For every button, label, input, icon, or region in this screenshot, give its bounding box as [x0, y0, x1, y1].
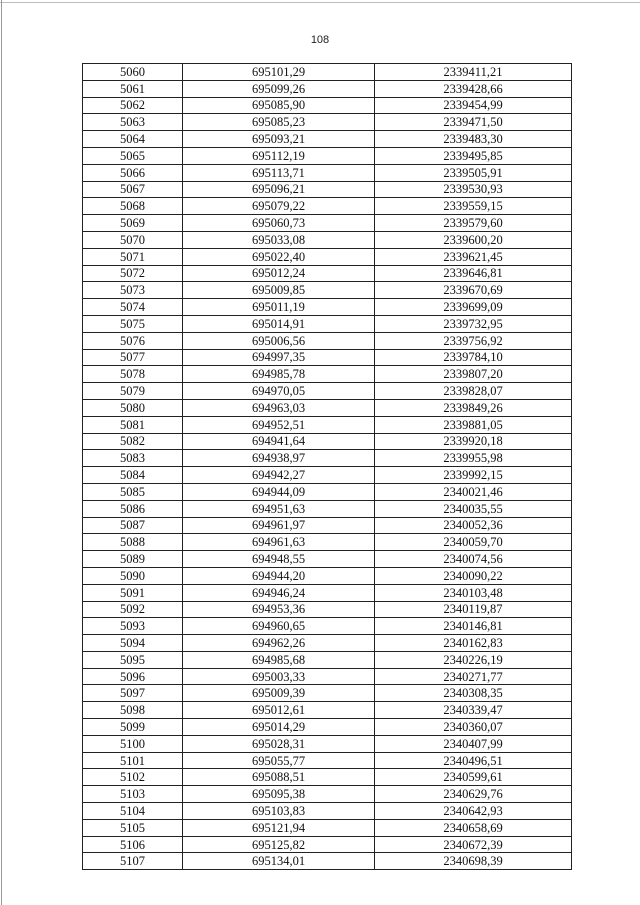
point-number-cell: 5089: [83, 551, 183, 568]
y-coordinate-cell: 2340090,22: [375, 567, 572, 584]
table-row: [83, 399, 572, 416]
point-number-cell: 5104: [83, 803, 183, 820]
point-number-cell: 5060: [83, 64, 183, 81]
y-coordinate-cell: 2339600,20: [375, 231, 572, 248]
x-coordinate-cell: 694942,27: [183, 467, 375, 484]
table-row: [83, 282, 572, 299]
x-coordinate-cell: 694985,78: [183, 366, 375, 383]
point-number-cell: 5072: [83, 265, 183, 282]
table-row: [83, 80, 572, 97]
x-coordinate-cell: 694961,63: [183, 534, 375, 551]
y-coordinate-cell: 2340035,55: [375, 500, 572, 517]
point-number-cell: 5064: [83, 131, 183, 148]
y-coordinate-cell: 2339828,07: [375, 383, 572, 400]
y-coordinate-cell: 2340074,56: [375, 551, 572, 568]
y-coordinate-cell: 2339428,66: [375, 80, 572, 97]
y-coordinate-cell: 2340103,48: [375, 584, 572, 601]
point-number-cell: 5086: [83, 500, 183, 517]
x-coordinate-cell: 694962,26: [183, 635, 375, 652]
y-coordinate-cell: 2339483,30: [375, 131, 572, 148]
table-row: [83, 702, 572, 719]
table-row: [83, 181, 572, 198]
y-coordinate-cell: 2340642,93: [375, 803, 572, 820]
y-coordinate-cell: 2340360,07: [375, 719, 572, 736]
table-row: [83, 64, 572, 81]
point-number-cell: 5103: [83, 786, 183, 803]
y-coordinate-cell: 2340698,39: [375, 853, 572, 870]
table-row: [83, 719, 572, 736]
point-number-cell: 5070: [83, 231, 183, 248]
y-coordinate-cell: 2339495,85: [375, 147, 572, 164]
y-coordinate-cell: 2339621,45: [375, 248, 572, 265]
x-coordinate-cell: 695125,82: [183, 836, 375, 853]
point-number-cell: 5097: [83, 685, 183, 702]
point-number-cell: 5061: [83, 80, 183, 97]
y-coordinate-cell: 2339992,15: [375, 467, 572, 484]
x-coordinate-cell: 695014,91: [183, 315, 375, 332]
point-number-cell: 5093: [83, 618, 183, 635]
x-coordinate-cell: 694944,20: [183, 567, 375, 584]
table-row: [83, 97, 572, 114]
table-row: [83, 332, 572, 349]
point-number-cell: 5088: [83, 534, 183, 551]
table-row: [83, 651, 572, 668]
y-coordinate-cell: 2339670,69: [375, 282, 572, 299]
table-row: [83, 567, 572, 584]
x-coordinate-cell: 695085,23: [183, 114, 375, 131]
x-coordinate-cell: 695006,56: [183, 332, 375, 349]
y-coordinate-cell: 2340407,99: [375, 735, 572, 752]
x-coordinate-cell: 694948,55: [183, 551, 375, 568]
table-row: [83, 819, 572, 836]
point-number-cell: 5102: [83, 769, 183, 786]
point-number-cell: 5098: [83, 702, 183, 719]
x-coordinate-cell: 695012,24: [183, 265, 375, 282]
x-coordinate-cell: 695012,61: [183, 702, 375, 719]
y-coordinate-cell: 2339579,60: [375, 215, 572, 232]
x-coordinate-cell: 694963,03: [183, 399, 375, 416]
y-coordinate-cell: 2339920,18: [375, 433, 572, 450]
x-coordinate-cell: 694970,05: [183, 383, 375, 400]
y-coordinate-cell: 2340658,69: [375, 819, 572, 836]
x-coordinate-cell: 694952,51: [183, 416, 375, 433]
page-number: 108: [310, 34, 330, 46]
table-row: [83, 467, 572, 484]
table-row: [83, 215, 572, 232]
scan-edge-top: [0, 2, 640, 3]
point-number-cell: 5101: [83, 752, 183, 769]
x-coordinate-cell: 695095,38: [183, 786, 375, 803]
table-row: [83, 366, 572, 383]
table-row: [83, 803, 572, 820]
point-number-cell: 5066: [83, 164, 183, 181]
x-coordinate-cell: 695009,39: [183, 685, 375, 702]
table-row: [83, 265, 572, 282]
table-row: [83, 248, 572, 265]
table-row: [83, 752, 572, 769]
y-coordinate-cell: 2339411,21: [375, 64, 572, 81]
scan-edge-left: [1, 0, 2, 905]
x-coordinate-cell: 694953,36: [183, 601, 375, 618]
x-coordinate-cell: 695113,71: [183, 164, 375, 181]
x-coordinate-cell: 695085,90: [183, 97, 375, 114]
point-number-cell: 5078: [83, 366, 183, 383]
x-coordinate-cell: 695099,26: [183, 80, 375, 97]
point-number-cell: 5077: [83, 349, 183, 366]
x-coordinate-cell: 695121,94: [183, 819, 375, 836]
table-row: [83, 635, 572, 652]
x-coordinate-cell: 695103,83: [183, 803, 375, 820]
x-coordinate-cell: 694997,35: [183, 349, 375, 366]
y-coordinate-cell: 2340021,46: [375, 483, 572, 500]
y-coordinate-cell: 2340162,83: [375, 635, 572, 652]
table-row: [83, 685, 572, 702]
y-coordinate-cell: 2340672,39: [375, 836, 572, 853]
y-coordinate-cell: 2339955,98: [375, 450, 572, 467]
table-row: [83, 517, 572, 534]
table-row: [83, 500, 572, 517]
point-number-cell: 5107: [83, 853, 183, 870]
y-coordinate-cell: 2339732,95: [375, 315, 572, 332]
table-row: [83, 668, 572, 685]
point-number-cell: 5076: [83, 332, 183, 349]
x-coordinate-cell: 695112,19: [183, 147, 375, 164]
point-number-cell: 5075: [83, 315, 183, 332]
table-row: [83, 618, 572, 635]
y-coordinate-cell: 2339881,05: [375, 416, 572, 433]
point-number-cell: 5096: [83, 668, 183, 685]
y-coordinate-cell: 2339699,09: [375, 299, 572, 316]
point-number-cell: 5080: [83, 399, 183, 416]
point-number-cell: 5069: [83, 215, 183, 232]
x-coordinate-cell: 694985,68: [183, 651, 375, 668]
y-coordinate-cell: 2340052,36: [375, 517, 572, 534]
y-coordinate-cell: 2340339,47: [375, 702, 572, 719]
y-coordinate-cell: 2339849,26: [375, 399, 572, 416]
point-number-cell: 5099: [83, 719, 183, 736]
table-row: [83, 584, 572, 601]
table-row: [83, 147, 572, 164]
point-number-cell: 5074: [83, 299, 183, 316]
table-row: [83, 315, 572, 332]
table-row: [83, 450, 572, 467]
x-coordinate-cell: 694960,65: [183, 618, 375, 635]
y-coordinate-cell: 2339559,15: [375, 198, 572, 215]
point-number-cell: 5090: [83, 567, 183, 584]
point-number-cell: 5100: [83, 735, 183, 752]
y-coordinate-cell: 2340599,61: [375, 769, 572, 786]
x-coordinate-cell: 694961,97: [183, 517, 375, 534]
point-number-cell: 5105: [83, 819, 183, 836]
y-coordinate-cell: 2339784,10: [375, 349, 572, 366]
x-coordinate-cell: 695093,21: [183, 131, 375, 148]
x-coordinate-cell: 695033,08: [183, 231, 375, 248]
point-number-cell: 5106: [83, 836, 183, 853]
y-coordinate-cell: 2340226,19: [375, 651, 572, 668]
table-row: [83, 853, 572, 870]
point-number-cell: 5067: [83, 181, 183, 198]
point-number-cell: 5073: [83, 282, 183, 299]
table-row: [83, 735, 572, 752]
table-row: [83, 383, 572, 400]
x-coordinate-cell: 695003,33: [183, 668, 375, 685]
table-row: [83, 299, 572, 316]
table-row: [83, 786, 572, 803]
y-coordinate-cell: 2339756,92: [375, 332, 572, 349]
coordinates-table-container: [82, 63, 571, 870]
x-coordinate-cell: 695101,29: [183, 64, 375, 81]
y-coordinate-cell: 2340119,87: [375, 601, 572, 618]
y-coordinate-cell: 2340629,76: [375, 786, 572, 803]
table-row: [83, 534, 572, 551]
x-coordinate-cell: 695028,31: [183, 735, 375, 752]
point-number-cell: 5095: [83, 651, 183, 668]
table-row: [83, 416, 572, 433]
y-coordinate-cell: 2340271,77: [375, 668, 572, 685]
table-row: [83, 551, 572, 568]
y-coordinate-cell: 2340496,51: [375, 752, 572, 769]
table-row: [83, 131, 572, 148]
point-number-cell: 5063: [83, 114, 183, 131]
x-coordinate-cell: 695088,51: [183, 769, 375, 786]
point-number-cell: 5085: [83, 483, 183, 500]
x-coordinate-cell: 694938,97: [183, 450, 375, 467]
table-row: [83, 769, 572, 786]
coordinates-table-body: [83, 64, 572, 870]
x-coordinate-cell: 695011,19: [183, 299, 375, 316]
table-row: [83, 164, 572, 181]
table-row: [83, 483, 572, 500]
y-coordinate-cell: 2339807,20: [375, 366, 572, 383]
table-row: [83, 349, 572, 366]
x-coordinate-cell: 694941,64: [183, 433, 375, 450]
point-number-cell: 5091: [83, 584, 183, 601]
point-number-cell: 5071: [83, 248, 183, 265]
point-number-cell: 5068: [83, 198, 183, 215]
x-coordinate-cell: 695096,21: [183, 181, 375, 198]
x-coordinate-cell: 694951,63: [183, 500, 375, 517]
y-coordinate-cell: 2339646,81: [375, 265, 572, 282]
x-coordinate-cell: 695009,85: [183, 282, 375, 299]
x-coordinate-cell: 694946,24: [183, 584, 375, 601]
point-number-cell: 5062: [83, 97, 183, 114]
y-coordinate-cell: 2339530,93: [375, 181, 572, 198]
x-coordinate-cell: 695134,01: [183, 853, 375, 870]
table-row: [83, 114, 572, 131]
point-number-cell: 5081: [83, 416, 183, 433]
point-number-cell: 5087: [83, 517, 183, 534]
x-coordinate-cell: 695055,77: [183, 752, 375, 769]
point-number-cell: 5082: [83, 433, 183, 450]
y-coordinate-cell: 2340059,70: [375, 534, 572, 551]
coordinates-table: [82, 63, 572, 870]
y-coordinate-cell: 2339471,50: [375, 114, 572, 131]
table-row: [83, 231, 572, 248]
x-coordinate-cell: 695060,73: [183, 215, 375, 232]
table-row: [83, 198, 572, 215]
table-row: [83, 601, 572, 618]
y-coordinate-cell: 2339454,99: [375, 97, 572, 114]
x-coordinate-cell: 695079,22: [183, 198, 375, 215]
y-coordinate-cell: 2340308,35: [375, 685, 572, 702]
x-coordinate-cell: 695014,29: [183, 719, 375, 736]
y-coordinate-cell: 2340146,81: [375, 618, 572, 635]
point-number-cell: 5094: [83, 635, 183, 652]
table-row: [83, 433, 572, 450]
point-number-cell: 5065: [83, 147, 183, 164]
table-row: [83, 836, 572, 853]
point-number-cell: 5079: [83, 383, 183, 400]
x-coordinate-cell: 695022,40: [183, 248, 375, 265]
point-number-cell: 5083: [83, 450, 183, 467]
point-number-cell: 5084: [83, 467, 183, 484]
x-coordinate-cell: 694944,09: [183, 483, 375, 500]
point-number-cell: 5092: [83, 601, 183, 618]
y-coordinate-cell: 2339505,91: [375, 164, 572, 181]
